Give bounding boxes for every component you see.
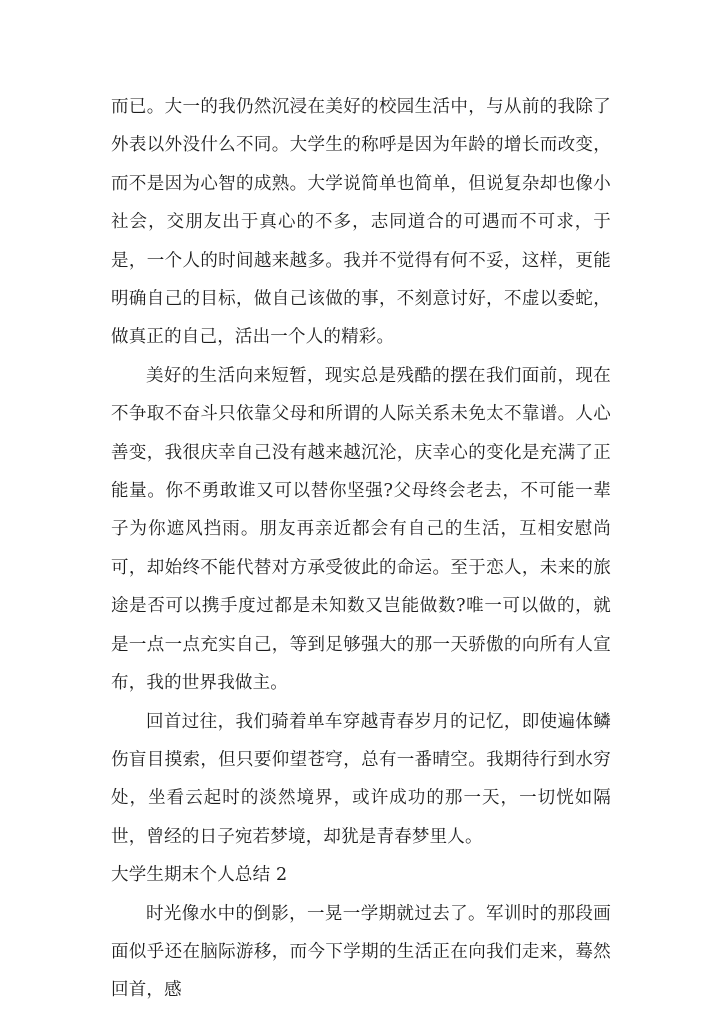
paragraph-2: 美好的生活向来短暂，现实总是残酷的摆在我们面前，现在不争取不奋斗只依靠父母和所谓的人际关系未免太不靠谱。人心善变，我很庆幸自己没有越来越沉沦，庆幸心的变化是充满了正能量。你不勇敢谁又可以替你坚强?父母终会老去，不可能一辈子为你遮风挡雨。朋友再亲近都会有自己的生活，互相安慰尚可，却始终不能代替对方承受彼此的命运。至于恋人，未来的旅途是否可以携手度过都是未知数又岂能做数?唯一可以做的，就是一点一点充实自己，等到足够强大的那一天骄傲的向所有人宣布，我的世界我做主。: [111, 365, 611, 694]
paragraph-1: 而已。大一的我仍然沉浸在美好的校园生活中，与从前的我除了外表以外没什么不同。大学生的称呼是因为年龄的增长而改变，而不是因为心智的成熟。大学说简单也简单，但说复杂却也像小社会，交朋友出于真心的不多，志同道合的可遇而不可求，于是，一个人的时间越来越多。我并不觉得有何不妥，这样，更能明确自己的目标，做自己该做的事，不刻意讨好，不虚以委蛇，做真正的自己，活出一个人的精彩。: [111, 97, 611, 348]
section-heading: 大学生期末个人总结 2: [111, 865, 288, 886]
paragraph-4: 时光像水中的倒影，一晃一学期就过去了。军训时的那段画面似乎还在脑际游移，而今下学期的生活正在向我们走来，蓦然回首，感: [111, 903, 611, 1001]
document-body: [111, 88, 611, 1010]
paragraph-3: 回首过往，我们骑着单车穿越青春岁月的记忆，即使遍体鳞伤盲目摸索，但只要仰望苍穹，总有一番晴空。我期待行到水穷处，坐看云起时的淡然境界，或许成功的那一天，一切恍如隔世，曾经的日子宛若梦境，却犹是青春梦里人。: [111, 711, 611, 847]
